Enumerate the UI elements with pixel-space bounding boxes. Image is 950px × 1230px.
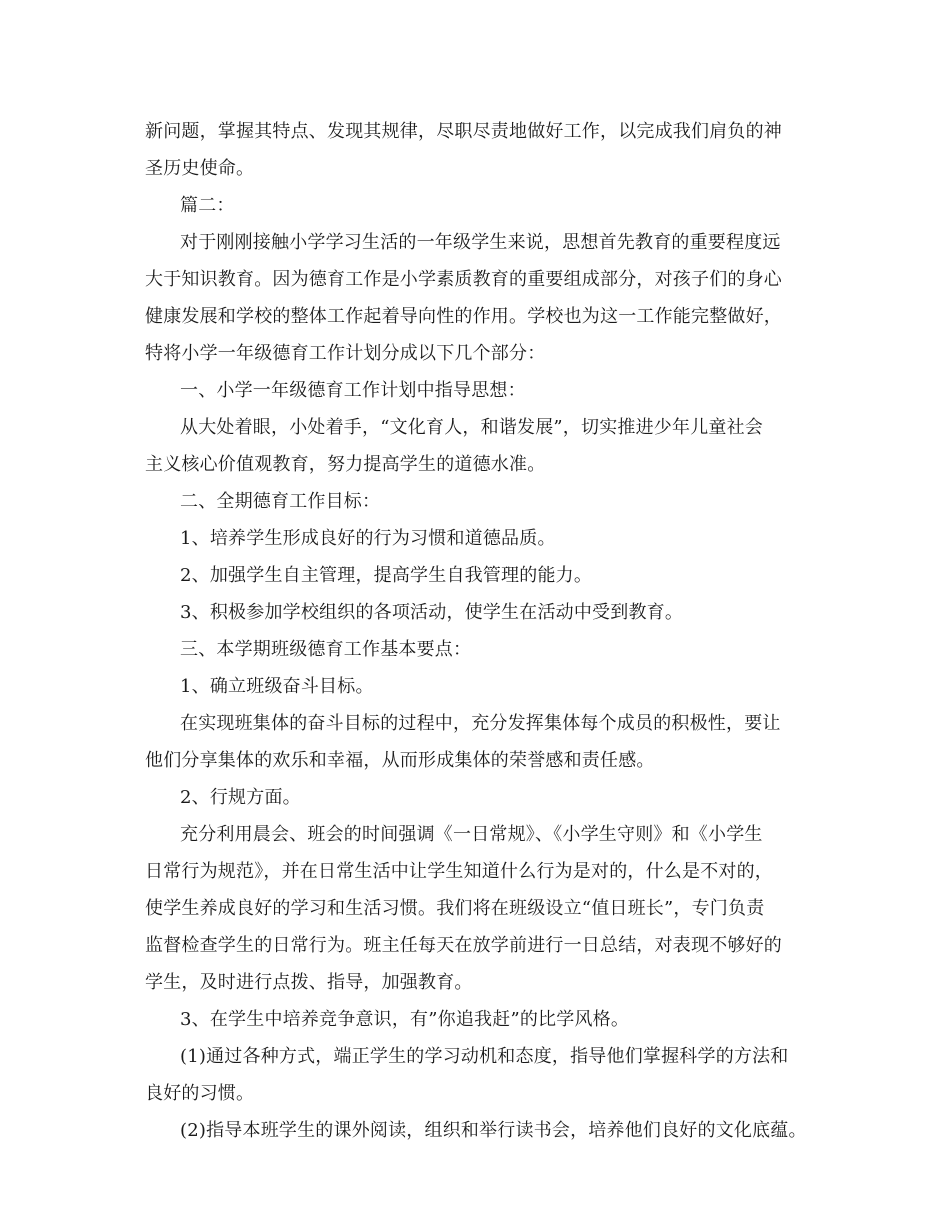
text-line: 健康发展和学校的整体工作起着导向性的作用。学校也为这一工作能完整做好， [145, 306, 782, 327]
text-line: 对于刚刚接触小学学习生活的一年级学生来说，思想首先教育的重要程度远 [180, 232, 781, 253]
text-line: 主义核心价值观教育，努力提高学生的道德水准。 [145, 454, 546, 475]
list-item: 3、在学生中培养竞争意识，有”你追我赶”的比学风格。 [180, 1009, 630, 1030]
text-line: 学生，及时进行点拨、指导，加强教育。 [145, 972, 473, 993]
list-item: 3、积极参加学校组织的各项活动，使学生在活动中受到教育。 [180, 602, 684, 623]
list-item: (1)通过各种方式，端正学生的学习动机和态度，指导他们掌握科学的方法和 [180, 1046, 789, 1067]
list-item: 2、行规方面。 [180, 787, 301, 808]
list-item: 1、培养学生形成良好的行为习惯和道德品质。 [180, 528, 556, 549]
text-line: 他们分享集体的欢乐和幸福，从而形成集体的荣誉感和责任感。 [145, 750, 655, 771]
text-line: 大于知识教育。因为德育工作是小学素质教育的重要组成部分，对孩子们的身心 [145, 269, 782, 290]
text-line: 使学生养成良好的学习和生活习惯。我们将在班级设立“值日班长”，专门负责 [145, 898, 765, 919]
section-heading: 三、本学期班级德育工作基本要点： [180, 639, 472, 660]
section-heading: 篇二： [180, 195, 235, 216]
list-item: 2、加强学生自主管理，提高学生自我管理的能力。 [180, 565, 593, 586]
text-line: 充分利用晨会、班会的时间强调《一日常规》、《小学生守则》和《小学生 [180, 824, 763, 845]
text-line: 新问题，掌握其特点、发现其规律，尽职尽责地做好工作，以完成我们肩负的神 [145, 121, 782, 142]
text-line: 在实现班集体的奋斗目标的过程中，充分发挥集体每个成员的积极性，要让 [180, 713, 781, 734]
text-line: 从大处着眼，小处着手，“文化育人，和谐发展”，切实推进少年儿童社会 [180, 417, 764, 438]
text-line: 日常行为规范》，并在日常生活中让学生知道什么行为是对的，什么是不对的， [145, 861, 773, 882]
text-line: 特将小学一年级德育工作计划分成以下几个部分： [145, 343, 546, 364]
list-item: 1、确立班级奋斗目标。 [180, 676, 374, 697]
section-heading: 二、全期德育工作目标： [180, 491, 381, 512]
text-line: 良好的习惯。 [145, 1083, 255, 1104]
text-line: 监督检查学生的日常行为。班主任每天在放学前进行一日总结，对表现不够好的 [145, 935, 782, 956]
section-heading: 一、小学一年级德育工作计划中指导思想： [180, 380, 526, 401]
text-line: 圣历史使命。 [145, 158, 255, 179]
list-item: (2)指导本班学生的课外阅读，组织和举行读书会，培养他们良好的文化底蕴。 [180, 1120, 807, 1141]
